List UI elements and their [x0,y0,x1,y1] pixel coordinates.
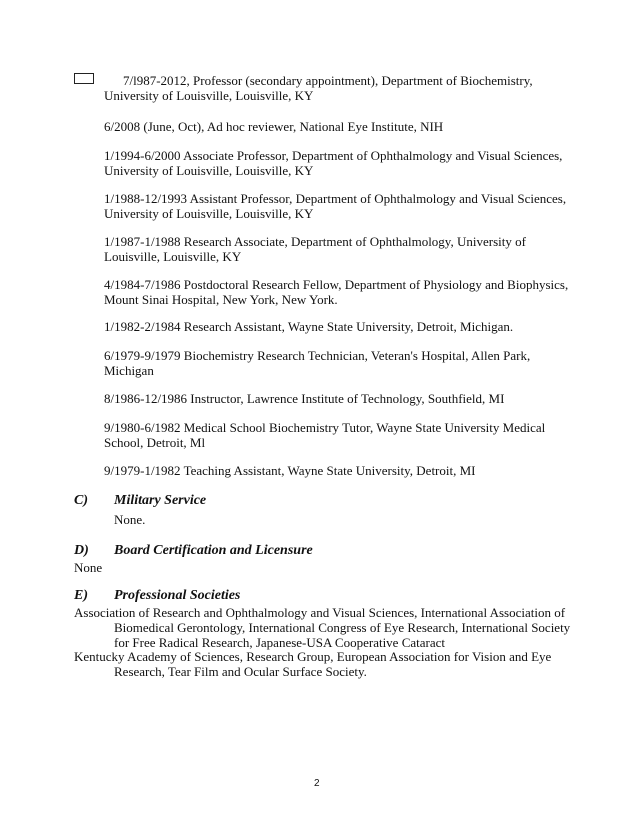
appointment-entry [104,319,564,334]
society-entry [74,649,574,679]
appointment-line: University of Louisville, Louisville, KY [104,88,314,103]
appointment-entry [104,391,564,406]
appointment-entry [104,191,567,221]
appointment-line: 9/1980-6/1982 Medical School Biochemistry Tutor, Wayne State University Medical [104,420,546,435]
section-heading-board [74,543,313,559]
society-line: Kentucky Academy of Sciences, Research Group, European Association for Vision and Eye [74,649,552,664]
society-line: Biomedical Gerontology, International Congress of Eye Research, International Society [114,620,571,635]
appointment-line: 1/1994-6/2000 Associate Professor, Department of Ophthalmology and Visual Sciences, [104,148,563,163]
appointment-entry [104,420,564,450]
appointment-line: Louisville, Louisville, KY [104,249,242,264]
society-line: Association of Research and Ophthalmology and Visual Sciences, International Association of [74,605,566,620]
appointment-line: Mount Sinai Hospital, New York, New York. [104,292,338,307]
appointment-line: 4/1984-7/1986 Postdoctoral Research Fellow, Department of Physiology and Biophysics, [104,277,569,292]
appointment-line: 7/l987-2012, Professor (secondary appointment), Department of Biochemistry, [123,73,533,88]
society-line: for Free Radical Research, Japanese-USA Cooperative Cataract [114,635,446,650]
appointment-line: University of Louisville, Louisville, KY [104,163,314,178]
appointment-line: 1/1982-2/1984 Research Assistant, Wayne State University, Detroit, Michigan. [104,319,514,334]
appointment-line: University of Louisville, Louisville, KY [104,206,314,221]
appointment-line: Michigan [104,363,154,378]
appointment-entry [104,463,564,478]
section-letter: E) [74,588,88,603]
page-number: 2 [314,778,320,789]
appointment-entry [104,148,564,178]
section-letter: D) [74,543,89,558]
appointment-line: 1/1987-1/1988 Research Associate, Department of Ophthalmology, University of [104,234,526,249]
appointment-entry [104,234,564,264]
section-title: Military Service [114,493,207,508]
appointment-entry [104,277,569,307]
board-certification-body: None [74,560,103,575]
appointment-line: 9/1979-1/1982 Teaching Assistant, Wayne State University, Detroit, MI [104,463,476,478]
section-heading-societies [74,588,240,604]
appointment-line: 6/2008 (June, Oct), Ad hoc reviewer, National Eye Institute, NIH [104,119,444,134]
section-title: Board Certification and Licensure [114,543,313,558]
appointment-line: 1/1988-12/1993 Assistant Professor, Department of Ophthalmology and Visual Sciences, [104,191,567,206]
appointment-entry [104,119,564,134]
section-heading-military [74,493,206,509]
checkbox[interactable] [74,73,94,84]
section-title: Professional Societies [114,588,241,603]
society-line: Research, Tear Film and Ocular Surface Society. [114,664,367,679]
appointment-entry [104,348,564,378]
military-service-body: None. [114,512,146,527]
appointment-entry [104,73,564,103]
section-letter: C) [74,493,88,508]
appointment-line: 6/1979-9/1979 Biochemistry Research Technician, Veteran's Hospital, Allen Park, [104,348,531,363]
appointment-line: 8/1986-12/1986 Instructor, Lawrence Institute of Technology, Southfield, MI [104,391,505,406]
society-entry [74,605,574,650]
appointment-line: School, Detroit, Ml [104,435,206,450]
